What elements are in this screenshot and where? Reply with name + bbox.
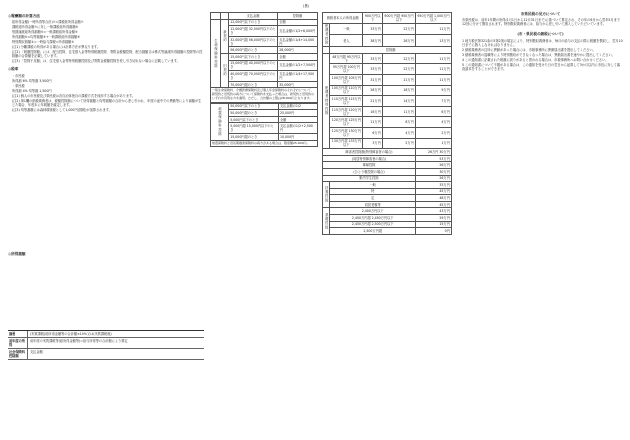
value: 11万円 bbox=[415, 64, 451, 75]
right-title-2: (市・県民税の納税について) bbox=[517, 32, 564, 37]
ins-amount: 5,000円以下のとき bbox=[229, 116, 279, 123]
note: (注3) 「控除不足額」は、住宅借入金等特別税額控除及び寄附金税額控除を差し引き切れない場合に記載しています。 bbox=[12, 59, 180, 64]
ins-deduction: 支払金額の1/2+2,500円 bbox=[278, 123, 317, 134]
special-label: 配偶者特別控除 bbox=[323, 53, 330, 148]
note: (注3) 均等割額には森林環境税として1,000円(国税)が加算されます。 bbox=[12, 107, 112, 112]
basic-label: 基礎控除 bbox=[323, 208, 330, 234]
col-deduction: 控除額 bbox=[278, 13, 318, 20]
row-label: 障害者控除額(特別障害者の場合) bbox=[323, 149, 416, 156]
tax-rate: ・市民税 bbox=[12, 73, 25, 78]
value: 11万円 bbox=[415, 23, 451, 35]
deduction-cell: 全額 bbox=[278, 53, 318, 60]
value: 22万円 bbox=[383, 64, 416, 75]
calc-lines bbox=[8, 20, 204, 44]
value: 6万円 bbox=[363, 127, 383, 138]
calc-line: 総所得金額(一時所得等合計)①=課税総所得金額② bbox=[12, 20, 84, 25]
earthquake-note: 地震保険料と旧長期損害保険料の両方がある場合は、限度額25,000円。 bbox=[210, 141, 318, 148]
amount-cell: 40,000円超 70,000円以下のとき bbox=[230, 71, 276, 80]
sub-label: 新契約 bbox=[221, 19, 229, 53]
note: (注1) 個人の市民税及び県民税は各自治体独自の課税方式を採用する場合があります。 bbox=[12, 93, 136, 98]
row-label: 120万円超 125万円以下 bbox=[331, 118, 361, 127]
row-label: 2,500万円超 bbox=[330, 228, 416, 235]
value: 4万円 bbox=[415, 117, 451, 128]
value: 45万円 bbox=[415, 188, 451, 195]
ins-deduction: 25,000円 bbox=[278, 110, 317, 117]
row-label: 95万円超 100万円以下 bbox=[330, 64, 363, 75]
value: 26万円 bbox=[363, 85, 383, 96]
value: 26万円 30万円 bbox=[415, 149, 451, 156]
header-cell: 納税者本人の所得金額 bbox=[323, 13, 363, 24]
heading-calc: ◎報酬額の計算方法 bbox=[8, 14, 40, 18]
value: 43万円 bbox=[415, 208, 451, 215]
tax-rate: ・県民税 bbox=[12, 83, 25, 88]
left-table-row bbox=[8, 349, 204, 360]
tax-rates bbox=[8, 74, 204, 93]
left-table-body: (実質課税)総所得金額等の合計額×10%又は(実質課税後) bbox=[30, 332, 112, 336]
value: 33万円 bbox=[415, 182, 451, 189]
row-label: 48万円超 95万円以下 bbox=[330, 53, 363, 64]
heading-income: ◎所得割額 bbox=[8, 252, 26, 256]
deduction-cell: 支払金額の1/2+7,500円 bbox=[278, 60, 318, 71]
row-label: 2,400万円以下 bbox=[330, 208, 416, 215]
heading-tax: ◎税率 bbox=[8, 67, 19, 72]
row-label: 115万円超 120万円以下 bbox=[331, 107, 361, 116]
value: 11万円 bbox=[415, 53, 451, 64]
ins-deduction: 全額 bbox=[278, 116, 317, 123]
value: 13万円 bbox=[415, 35, 451, 47]
row-label: (同居特別障害者の場合) bbox=[323, 155, 416, 162]
value: 2万円 bbox=[415, 127, 451, 138]
value: 6万円 bbox=[415, 106, 451, 117]
value: 53万円 bbox=[415, 155, 451, 162]
value: 31万円 bbox=[363, 74, 383, 85]
tax-rate: 所得割 6% 均等割 3,500円 bbox=[12, 78, 52, 83]
calc-line: 課税総所得金額②に対し一般課税総所得割額⑥ bbox=[12, 25, 79, 30]
row-label: 定 bbox=[330, 195, 416, 202]
ins-deduction: 支払金額の1/2 bbox=[278, 103, 317, 110]
value: 33万円 bbox=[363, 53, 383, 64]
right-para: 5 この通知書について不服がある場合は、この通知を受けた日の翌日から起算して3か月以内に市長に対して審査請求をすることができます。 bbox=[462, 62, 621, 71]
left-table-head: 摘要 bbox=[8, 331, 28, 337]
deduction-cell: 35,000円 bbox=[278, 81, 318, 88]
value: 9万円 bbox=[415, 85, 451, 96]
amount-cell: 15,000円超 40,000円以下のとき bbox=[230, 61, 276, 70]
right-para: 4 この通知書に記載された税額に誤りがあると思われる場合は、市税事務所へお問い合わせください。 bbox=[462, 57, 609, 62]
value: 38万円 bbox=[363, 35, 383, 47]
tax-rate: 所得割 4% 均等割 1,500円 bbox=[12, 88, 52, 93]
right-para: 2 納税義務者の住所に異動があった場合には、市税事務所に異動届出書を提出してください。 bbox=[462, 47, 596, 52]
value: 4万円 bbox=[383, 127, 416, 138]
left-table-head: 前年度の所得 bbox=[8, 338, 28, 348]
row-label: 110万円超 115万円以下 bbox=[331, 96, 361, 105]
value: 11万円 bbox=[383, 106, 416, 117]
left-table-body: 支払金額 bbox=[30, 350, 43, 354]
value: 29万円 bbox=[415, 215, 451, 222]
spouse-deduction-table bbox=[322, 12, 452, 235]
right-para: 1 地方税法第321条の5第2項の規定により、特別徴収義務者は、毎月の給与の支払の際に税額を徴収し、翌月10日までに納入しなければなりません。 bbox=[462, 38, 623, 47]
note: (注2) 「税額控除額」には、配当控除、住宅借入金等特別税額控除、寄附金税額控除、配当割額又は株式等譲渡所得割額の控除等の控除額の合算額を記載しています。 bbox=[12, 50, 203, 59]
value: 26万円 bbox=[415, 162, 451, 169]
value: 45万円 bbox=[415, 201, 451, 208]
row-label: 特 bbox=[330, 188, 416, 195]
value: 11万円 bbox=[415, 74, 451, 85]
section-label: 生命保険料控除 bbox=[211, 19, 221, 88]
amount-cell: 15,000円以下のとき bbox=[229, 53, 278, 60]
ins-amount: 15,000円超のとき bbox=[229, 133, 279, 140]
value: 21万円 bbox=[363, 96, 383, 107]
row-label: 105万円超 110万円以下 bbox=[331, 86, 361, 95]
insurance-note: 一般生命保険料、介護医療保険料及び個人年金保険料のそれぞれについて、新契約と旧契約の両方について保険料を支払った場合は、新契約と旧契約のいずれか有利な方を適用。ただし、合計額の上限は28,000円となります。 bbox=[210, 88, 318, 102]
value: 30万円 bbox=[415, 168, 451, 175]
value: 18万円 bbox=[383, 85, 416, 96]
deduction-cell: 支払金額の1/4+17,500円 bbox=[278, 71, 318, 82]
calc-line: 所得割額⑥=均等割額⑤+一般課税総所得割額⑥ bbox=[12, 35, 81, 40]
notes-1 bbox=[8, 45, 204, 63]
header-cell: 900万円超 950万円以下 bbox=[384, 13, 414, 22]
value: 3万円 bbox=[363, 138, 383, 149]
notes-2 bbox=[8, 94, 204, 112]
row-label: 寡婦控除 bbox=[323, 162, 416, 169]
deduction-cell: 全額 bbox=[278, 19, 318, 26]
value: 0円 bbox=[415, 228, 451, 235]
value: 11万円 bbox=[363, 117, 383, 128]
left-table-head: 社会保険料控除額 bbox=[8, 349, 28, 359]
left-table-row bbox=[8, 331, 204, 338]
value: 26万円 bbox=[383, 35, 416, 47]
value: 2万円 bbox=[383, 138, 416, 149]
deduction-cell: 28,000円 bbox=[278, 47, 318, 54]
row-label: 130万円超 133万円以下 bbox=[331, 139, 361, 148]
left-lower-table bbox=[8, 330, 204, 360]
right-column bbox=[458, 12, 623, 72]
ins-deduction: 10,000円 bbox=[278, 133, 317, 140]
page-number: (裏) bbox=[303, 4, 310, 8]
left-column bbox=[8, 12, 204, 430]
col-amount: 支払金額 bbox=[229, 13, 278, 20]
row-label: 2,400万円超 2,450万円以下 bbox=[330, 215, 416, 222]
right-paras bbox=[458, 39, 623, 71]
row-label: 125万円超 130万円以下 bbox=[331, 128, 361, 137]
right-para: 3 納税義務者の退職等により特別徴収ができなくなった場合は、異動届出書を速やかに提出してください。 bbox=[462, 52, 615, 57]
value: 22万円 bbox=[383, 53, 416, 64]
special-header: 控除額 bbox=[330, 47, 452, 54]
right-para-1: 市県民税は、前年1年間の所得(1月1日から12月31日まで)に基づいて算定され、その年の6月から翌年5月まで12回に分けて徴収されます。特別徴収義務者には、給与から差し引いて納入していただいています。 bbox=[462, 18, 620, 27]
amount-cell: 70,000円超のとき bbox=[229, 81, 278, 88]
value: 15万円 bbox=[415, 221, 451, 228]
earthquake-label: 地震保険料控除 bbox=[211, 103, 229, 140]
ins-amount: 5,000円超 15,000円以下のとき bbox=[229, 123, 279, 134]
row-label: 老人 bbox=[330, 35, 363, 47]
deduction-cell: 支払金額の1/4+14,000円 bbox=[278, 36, 318, 47]
spouse-label: 配偶者控除 bbox=[324, 24, 329, 46]
student-value: 26万円 bbox=[415, 175, 451, 182]
value: 22万円 bbox=[383, 23, 416, 35]
value: 16万円 bbox=[363, 106, 383, 117]
row-label: (ひとり親控除の場合) bbox=[323, 168, 416, 175]
note: (注2) 第1欄の納税義務者は、税額控除額について所得割額と均等割額の合計から差し引かれ、年度の途中での異動等により減額が生じた場合、年度末に年税額を確定します。 bbox=[12, 98, 202, 107]
row-label: 同居老親等 bbox=[330, 201, 416, 208]
dependents-label: 扶養控除 bbox=[323, 182, 330, 208]
insurance-table bbox=[210, 12, 318, 147]
ins-amount: 50,000円超のとき bbox=[229, 110, 279, 117]
deduction-cell: 支払金額の1/2+6,000円 bbox=[278, 26, 318, 37]
student-label: 勤労学生控除 bbox=[323, 175, 416, 182]
header-cell: 900万円以下 bbox=[364, 13, 381, 22]
value: 14万円 bbox=[383, 96, 416, 107]
amount-cell: 56,000円超のとき bbox=[229, 47, 278, 54]
amount-cell: 12,000円超 32,000円以下のとき bbox=[230, 26, 276, 35]
value: 33万円 bbox=[363, 23, 383, 35]
note: (注1) 分離課税の所得がある場合には計算方法が異なります。 bbox=[12, 45, 101, 50]
value: 1万円 bbox=[415, 138, 451, 149]
row-label: 一般 bbox=[330, 23, 363, 35]
ins-amount: 50,000円以下のとき bbox=[229, 103, 279, 110]
value: 8万円 bbox=[383, 117, 416, 128]
left-table-body: 前年度の実質課税等(総所得金額等)=給与所得等の合計額により算定 bbox=[30, 339, 128, 343]
value: 48万円 bbox=[415, 195, 451, 202]
right-title-1: 市県民税の見方について bbox=[520, 12, 561, 16]
value: 33万円 bbox=[363, 64, 383, 75]
row-label: 100万円超 105万円以下 bbox=[331, 75, 361, 84]
row-label: 2,450万円超 2,500万円以下 bbox=[330, 221, 416, 228]
left-table-row bbox=[8, 338, 204, 349]
sub-label: 旧契約 bbox=[221, 53, 229, 87]
value: 7万円 bbox=[415, 96, 451, 107]
amount-cell: 12,000円以下のとき bbox=[229, 19, 278, 26]
header-cell: 950万円超 1,000万円以下 bbox=[417, 13, 450, 22]
calc-line: 特別徴収税額④=一時給与課税=所得割額⑤ bbox=[12, 40, 75, 45]
calc-line: 短期譲渡総所得割額⑤=一般課税総所得金額⑤ bbox=[12, 30, 78, 35]
row-label: 一般 bbox=[330, 182, 416, 189]
amount-cell: 32,000円超 56,000円以下のとき bbox=[230, 37, 276, 46]
value: 21万円 bbox=[383, 74, 416, 85]
